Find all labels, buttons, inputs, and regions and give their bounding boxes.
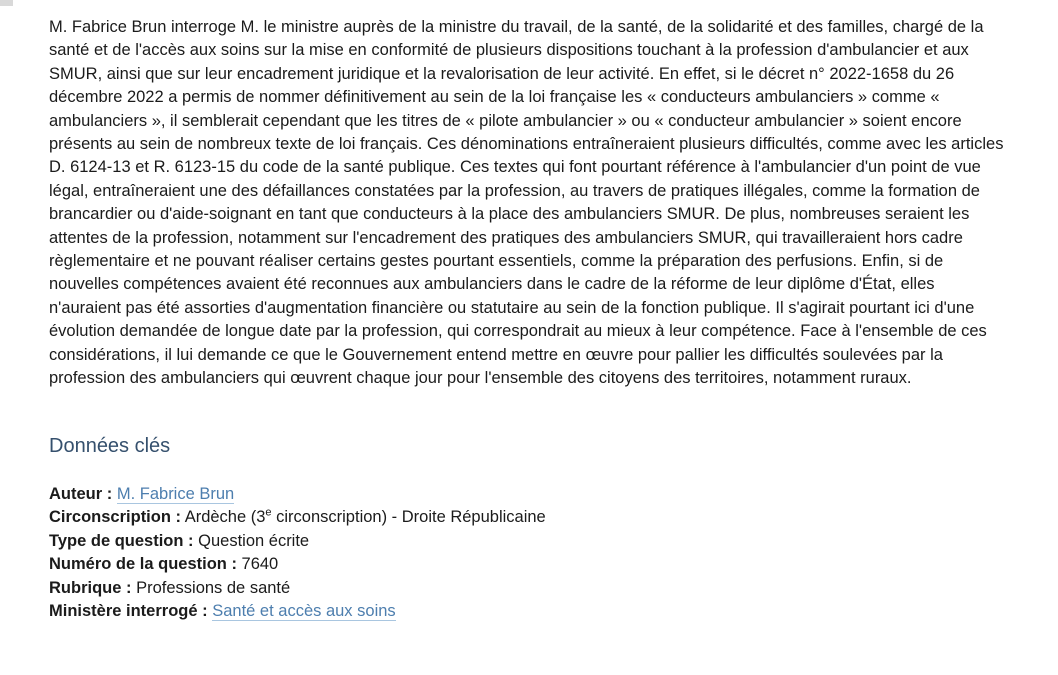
circonscription-ordinal-sup: e (265, 506, 272, 519)
field-label-numero-de-la-question: Numéro de la question : (49, 555, 237, 573)
field-auteur (49, 483, 1010, 507)
field-label-type-de-question: Type de question : (49, 531, 194, 550)
metadata-list (49, 483, 1010, 624)
field-label-ministere-interroge: Ministère interrogé : (49, 602, 208, 620)
field-type-de-question (49, 530, 1010, 554)
author-link[interactable]: M. Fabrice Brun (116, 484, 235, 503)
field-numero-de-la-question (49, 553, 1010, 577)
field-label-circonscription: Circonscription : (49, 508, 182, 526)
field-label-auteur: Auteur : (49, 484, 113, 503)
field-value-circonscription (185, 508, 546, 526)
ministere-interroge-link[interactable]: Santé et accès aux soins (212, 602, 396, 620)
corner-artifact (0, 0, 13, 6)
section-title-donnees-cles: Données clés (49, 434, 171, 457)
field-rubrique (49, 577, 1010, 601)
field-value-numero-de-la-question: 7640 (241, 555, 279, 573)
circonscription-text-after-sup: circonscription) - Droite Républicaine (271, 508, 546, 526)
field-circonscription (49, 506, 1010, 530)
field-label-rubrique: Rubrique : (49, 578, 132, 597)
circonscription-text-before-sup: Ardèche (3 (184, 508, 266, 526)
field-value-type-de-question: Question écrite (198, 531, 310, 550)
question-body-text: M. Fabrice Brun interroge M. le ministre auprès de la ministre du travail, de la santé, de la solidarité et des familles, chargé de la santé et de l'accès aux soins sur la mise en conformité de plusieurs dispositions touchant à la profession d'ambulancier et aux SMUR, ainsi que sur leur encadrement juridique et la revalorisation de leur activité. En effet, si le décret n° 2022-1658 du 26 décembre 2022 a permis de nommer définitivement au sein de la loi française les « conducteurs ambulanciers » comme « ambulanciers », il semblerait cependant que les titres de « pilote ambulancier » ou « conducteur ambulancier » soient encore présents au sein de nombreux texte de loi français. Ces dénominations entraîneraient plusieurs difficultés, comme avec les articles D. 6124-13 et R. 6123-15 du code de la santé publique. Ces textes qui font pourtant référence à l'ambulancier d'un point de vue légal, entraîneraient une des défaillances constatées par la profession, au travers de pratiques illégales, comme la formation de brancardier ou d'aide-soignant en tant que conducteurs à la place des ambulanciers SMUR. De plus, nombreuses seraient les attentes de la profession, notamment sur l'encadrement des pratiques des ambulanciers SMUR, qui travailleraient hors cadre règlementaire et ne pouvant réaliser certains gestes pourtant essentiels, comme la préparation des perfusions. Enfin, si de nouvelles compétences avaient été reconnues aux ambulanciers dans le cadre de la réforme de leur diplôme d'État, elles n'auraient pas été assorties d'augmentation financière ou statutaire au sein de la fonction publique. Il s'agirait pourtant ici d'une évolution demandée de longue date par la profession, qui correspondrait au mieux à leur compétence. Face à l'ensemble de ces considérations, il lui demande ce que le Gouvernement entend mettre en œuvre pour pallier les difficultés soulevées par la profession des ambulanciers qui œuvrent chaque jour pour l'ensemble des citoyens des territoires, notamment ruraux. (49, 18, 1004, 388)
field-value-rubrique: Professions de santé (136, 578, 291, 597)
field-ministere-interroge (49, 600, 1010, 624)
